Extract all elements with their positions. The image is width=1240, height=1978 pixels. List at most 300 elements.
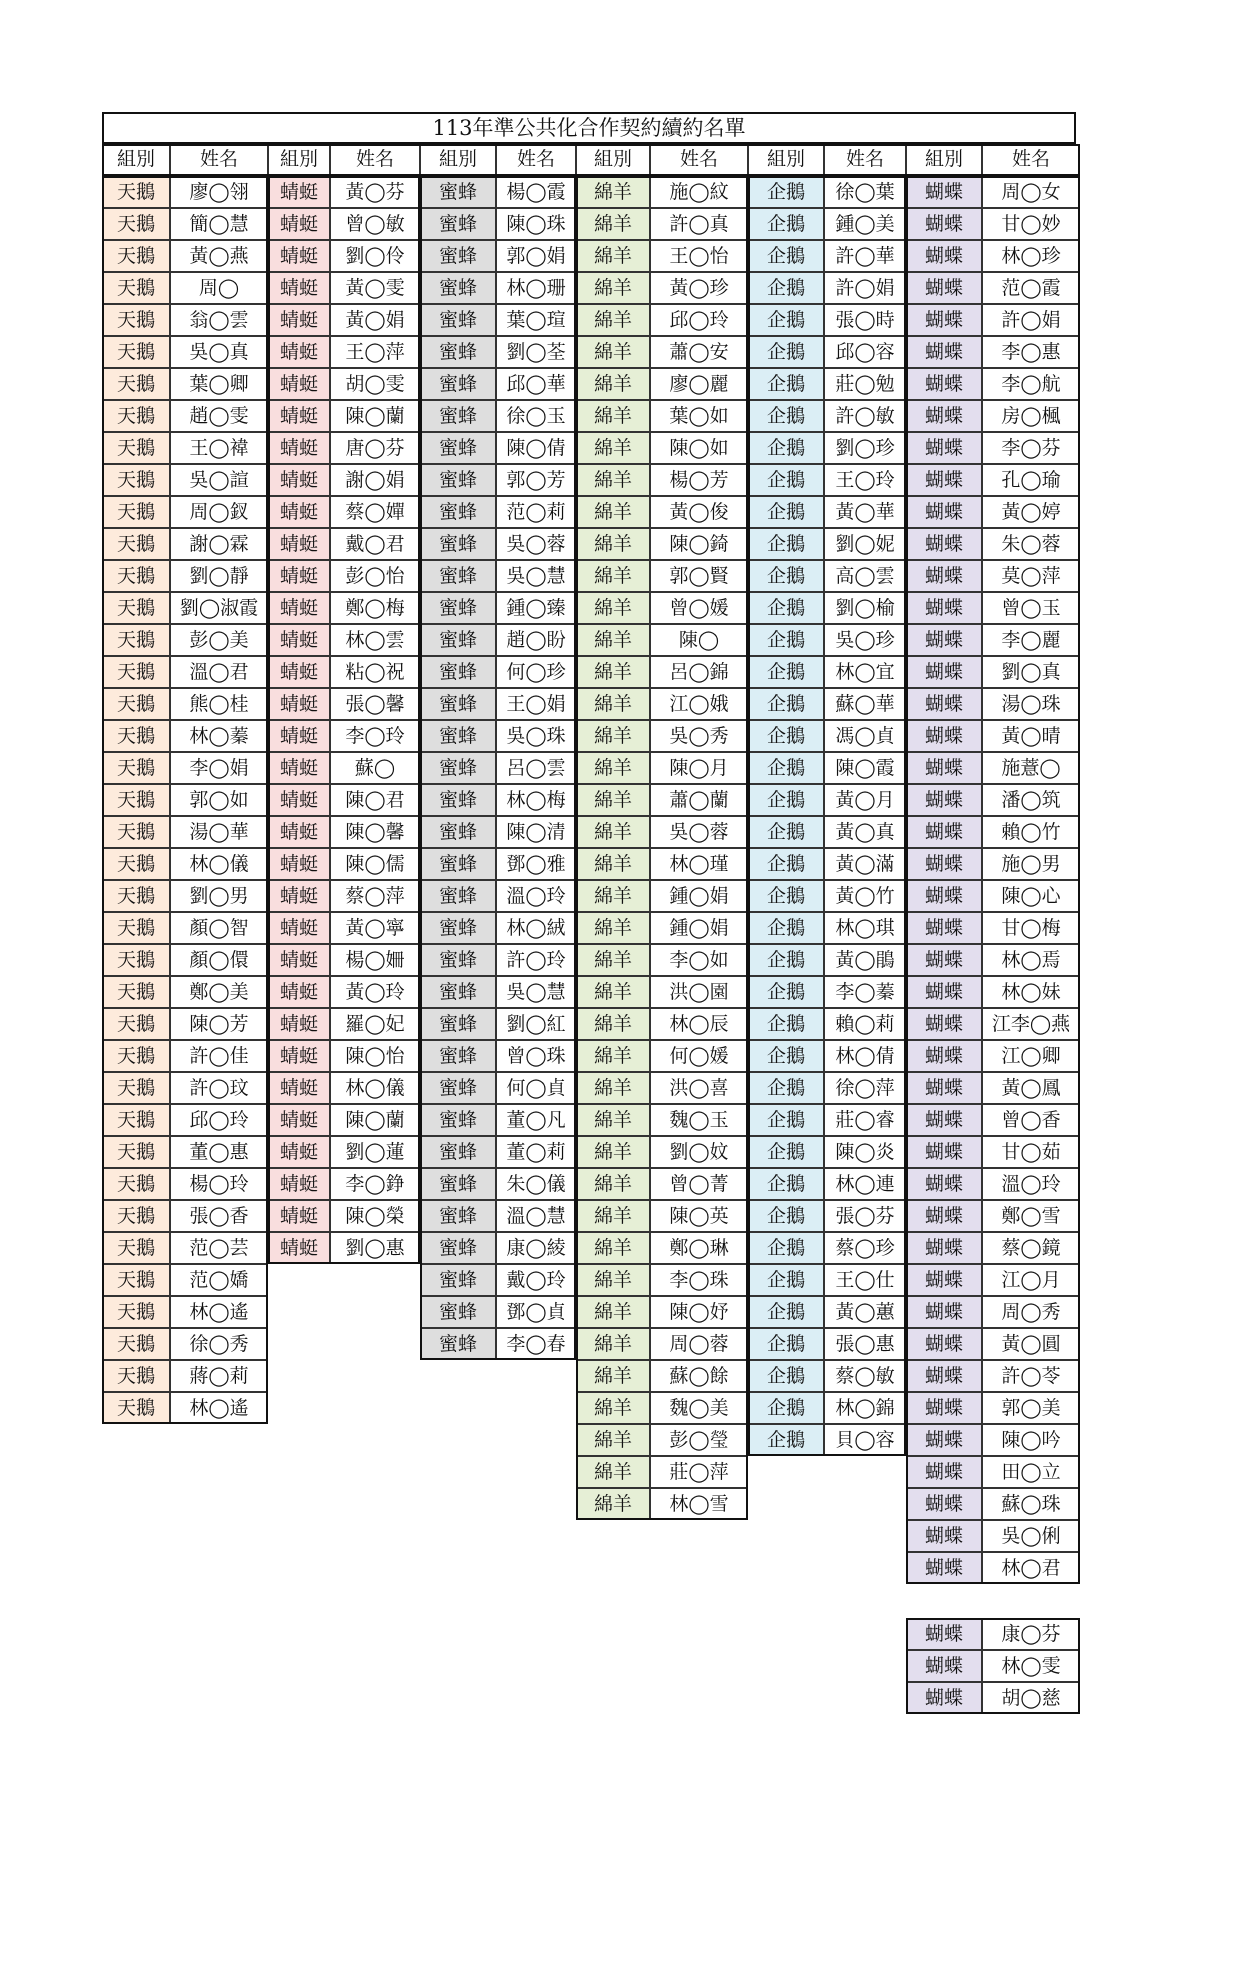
group-cell: 蜜蜂: [420, 1104, 496, 1136]
group-cell: 綿羊: [576, 1200, 650, 1232]
group-cell: 綿羊: [576, 496, 650, 528]
name-cell: 江◯月: [982, 1264, 1080, 1296]
group-cell: 企鵝: [748, 1264, 824, 1296]
name-cell: 黃◯玲: [330, 976, 420, 1008]
group-cell: 綿羊: [576, 880, 650, 912]
group-cell: 蝴蝶: [906, 1168, 982, 1200]
name-cell: 黃◯芬: [330, 176, 420, 208]
name-cell: 劉◯珍: [824, 432, 906, 464]
group-cell: 企鵝: [748, 1200, 824, 1232]
name-cell: 葉◯瑄: [496, 304, 576, 336]
group-cell: 蜜蜂: [420, 336, 496, 368]
header-name: 姓名: [650, 144, 748, 176]
header-name: 姓名: [982, 144, 1080, 176]
name-cell: 張◯惠: [824, 1328, 906, 1360]
group-cell: 蜻蜓: [268, 784, 330, 816]
group-cell: 企鵝: [748, 240, 824, 272]
group-cell: 蜜蜂: [420, 208, 496, 240]
group-cell: 蝴蝶: [906, 1200, 982, 1232]
group-cell: 蝴蝶: [906, 848, 982, 880]
group-cell: 天鵝: [102, 1232, 170, 1264]
group-cell: 企鵝: [748, 1136, 824, 1168]
name-cell: 黃◯鳳: [982, 1072, 1080, 1104]
name-cell: 楊◯霞: [496, 176, 576, 208]
group-cell: 蜜蜂: [420, 1008, 496, 1040]
name-cell: 許◯玲: [496, 944, 576, 976]
name-cell: 胡◯慈: [982, 1682, 1080, 1714]
group-cell: 蜜蜂: [420, 1328, 496, 1360]
name-cell: 簡◯慧: [170, 208, 268, 240]
name-cell: 邱◯容: [824, 336, 906, 368]
name-cell: 林◯儀: [170, 848, 268, 880]
group-cell: 天鵝: [102, 464, 170, 496]
group-cell: 蜻蜓: [268, 592, 330, 624]
name-cell: 劉◯淑霞: [170, 592, 268, 624]
header-group: 組別: [268, 144, 330, 176]
group-cell: 蜻蜓: [268, 1040, 330, 1072]
name-cell: 陳◯芳: [170, 1008, 268, 1040]
group-cell: 企鵝: [748, 1168, 824, 1200]
group-cell: 企鵝: [748, 1008, 824, 1040]
name-cell: 黃◯寧: [330, 912, 420, 944]
name-cell: 林◯梅: [496, 784, 576, 816]
name-cell: 黃◯燕: [170, 240, 268, 272]
group-cell: 蜻蜓: [268, 368, 330, 400]
group-cell: 綿羊: [576, 368, 650, 400]
name-cell: 陳◯炎: [824, 1136, 906, 1168]
name-cell: 吳◯蓉: [496, 528, 576, 560]
name-cell: 鄭◯琳: [650, 1232, 748, 1264]
name-cell: 范◯霞: [982, 272, 1080, 304]
name-cell: 邱◯玲: [170, 1104, 268, 1136]
group-cell: 天鵝: [102, 1264, 170, 1296]
name-cell: 陳◯怡: [330, 1040, 420, 1072]
name-cell: 蔡◯敏: [824, 1360, 906, 1392]
group-cell: 蜜蜂: [420, 1168, 496, 1200]
group-cell: 天鵝: [102, 1072, 170, 1104]
name-cell: 蔡◯萍: [330, 880, 420, 912]
name-cell: 李◯芬: [982, 432, 1080, 464]
name-cell: 陳◯清: [496, 816, 576, 848]
group-cell: 蜜蜂: [420, 1040, 496, 1072]
header-group: 組別: [748, 144, 824, 176]
group-cell: 蜜蜂: [420, 656, 496, 688]
group-cell: 蝴蝶: [906, 1650, 982, 1682]
name-cell: 康◯芬: [982, 1618, 1080, 1650]
name-cell: 陳◯蘭: [330, 400, 420, 432]
name-cell: 甘◯茹: [982, 1136, 1080, 1168]
group-cell: 天鵝: [102, 944, 170, 976]
group-cell: 蜻蜓: [268, 240, 330, 272]
name-cell: 張◯芬: [824, 1200, 906, 1232]
group-cell: 蝴蝶: [906, 1552, 982, 1584]
group-cell: 蜜蜂: [420, 816, 496, 848]
group-cell: 蜜蜂: [420, 624, 496, 656]
group-cell: 蜜蜂: [420, 368, 496, 400]
group-cell: 綿羊: [576, 1008, 650, 1040]
group-cell: 企鵝: [748, 1328, 824, 1360]
name-cell: 賴◯莉: [824, 1008, 906, 1040]
group-cell: 綿羊: [576, 1072, 650, 1104]
name-cell: 黃◯華: [824, 496, 906, 528]
name-cell: 陳◯珠: [496, 208, 576, 240]
name-cell: 林◯遙: [170, 1392, 268, 1424]
group-cell: 綿羊: [576, 1424, 650, 1456]
group-cell: 蜻蜓: [268, 176, 330, 208]
group-cell: 蝴蝶: [906, 1008, 982, 1040]
name-cell: 王◯褘: [170, 432, 268, 464]
name-cell: 郭◯賢: [650, 560, 748, 592]
name-cell: 鄭◯雪: [982, 1200, 1080, 1232]
name-cell: 董◯凡: [496, 1104, 576, 1136]
name-cell: 蔣◯莉: [170, 1360, 268, 1392]
group-cell: 企鵝: [748, 1072, 824, 1104]
group-cell: 綿羊: [576, 208, 650, 240]
group-cell: 蜜蜂: [420, 496, 496, 528]
group-cell: 蜻蜓: [268, 208, 330, 240]
name-cell: 趙◯盼: [496, 624, 576, 656]
group-cell: 蜻蜓: [268, 1232, 330, 1264]
name-cell: 莫◯萍: [982, 560, 1080, 592]
group-cell: 企鵝: [748, 496, 824, 528]
group-cell: 蜻蜓: [268, 400, 330, 432]
group-cell: 蝴蝶: [906, 752, 982, 784]
group-cell: 天鵝: [102, 336, 170, 368]
name-cell: 呂◯錦: [650, 656, 748, 688]
group-cell: 蜻蜓: [268, 880, 330, 912]
name-cell: 林◯倩: [824, 1040, 906, 1072]
group-cell: 天鵝: [102, 208, 170, 240]
name-cell: 林◯雲: [330, 624, 420, 656]
name-cell: 廖◯麗: [650, 368, 748, 400]
name-cell: 李◯麗: [982, 624, 1080, 656]
name-cell: 溫◯慧: [496, 1200, 576, 1232]
name-cell: 陳◯榮: [330, 1200, 420, 1232]
group-cell: 蝴蝶: [906, 1392, 982, 1424]
group-cell: 企鵝: [748, 1424, 824, 1456]
name-cell: 曾◯珠: [496, 1040, 576, 1072]
group-cell: 天鵝: [102, 1104, 170, 1136]
name-cell: 廖◯翎: [170, 176, 268, 208]
name-cell: 潘◯筑: [982, 784, 1080, 816]
group-cell: 綿羊: [576, 1168, 650, 1200]
name-cell: 吳◯慧: [496, 560, 576, 592]
name-cell: 黃◯婷: [982, 496, 1080, 528]
name-cell: 葉◯如: [650, 400, 748, 432]
name-cell: 陳◯妤: [650, 1296, 748, 1328]
group-cell: 綿羊: [576, 272, 650, 304]
name-cell: 魏◯玉: [650, 1104, 748, 1136]
group-cell: 企鵝: [748, 432, 824, 464]
name-cell: 林◯瑾: [650, 848, 748, 880]
group-cell: 天鵝: [102, 752, 170, 784]
header-name: 姓名: [330, 144, 420, 176]
name-cell: 孔◯瑜: [982, 464, 1080, 496]
group-cell: 天鵝: [102, 784, 170, 816]
name-cell: 郭◯美: [982, 1392, 1080, 1424]
group-cell: 企鵝: [748, 944, 824, 976]
name-cell: 洪◯園: [650, 976, 748, 1008]
group-cell: 蜜蜂: [420, 688, 496, 720]
group-cell: 綿羊: [576, 624, 650, 656]
group-cell: 綿羊: [576, 432, 650, 464]
name-cell: 彭◯瑩: [650, 1424, 748, 1456]
group-cell: 蜻蜓: [268, 560, 330, 592]
name-cell: 王◯仕: [824, 1264, 906, 1296]
name-cell: 王◯娟: [496, 688, 576, 720]
group-cell: 蝴蝶: [906, 624, 982, 656]
group-cell: 蜻蜓: [268, 976, 330, 1008]
name-cell: 鄧◯雅: [496, 848, 576, 880]
group-cell: 天鵝: [102, 624, 170, 656]
group-cell: 蝴蝶: [906, 528, 982, 560]
group-cell: 蝴蝶: [906, 1520, 982, 1552]
group-cell: 綿羊: [576, 720, 650, 752]
group-cell: 綿羊: [576, 656, 650, 688]
group-cell: 蜻蜓: [268, 1136, 330, 1168]
name-cell: 楊◯玲: [170, 1168, 268, 1200]
name-cell: 陳◯如: [650, 432, 748, 464]
group-cell: 企鵝: [748, 1040, 824, 1072]
group-cell: 企鵝: [748, 336, 824, 368]
group-cell: 蜻蜓: [268, 816, 330, 848]
group-cell: 蝴蝶: [906, 1296, 982, 1328]
group-cell: 綿羊: [576, 528, 650, 560]
group-cell: 蝴蝶: [906, 656, 982, 688]
group-cell: 企鵝: [748, 592, 824, 624]
name-cell: 戴◯玲: [496, 1264, 576, 1296]
name-cell: 何◯珍: [496, 656, 576, 688]
name-cell: 施薏◯: [982, 752, 1080, 784]
name-cell: 陳◯蘭: [330, 1104, 420, 1136]
name-cell: 李◯蓁: [824, 976, 906, 1008]
group-cell: 蝴蝶: [906, 368, 982, 400]
name-cell: 林◯雯: [982, 1650, 1080, 1682]
group-cell: 蜜蜂: [420, 880, 496, 912]
name-cell: 施◯男: [982, 848, 1080, 880]
group-cell: 蝴蝶: [906, 272, 982, 304]
name-cell: 許◯苓: [982, 1360, 1080, 1392]
name-cell: 范◯莉: [496, 496, 576, 528]
name-cell: 許◯娟: [824, 272, 906, 304]
group-cell: 蝴蝶: [906, 1618, 982, 1650]
name-cell: 林◯遙: [170, 1296, 268, 1328]
group-cell: 企鵝: [748, 560, 824, 592]
group-cell: 蜜蜂: [420, 432, 496, 464]
group-cell: 蜜蜂: [420, 784, 496, 816]
group-cell: 天鵝: [102, 880, 170, 912]
name-cell: 林◯儀: [330, 1072, 420, 1104]
group-cell: 蜜蜂: [420, 1232, 496, 1264]
name-cell: 戴◯君: [330, 528, 420, 560]
name-cell: 陳◯英: [650, 1200, 748, 1232]
group-cell: 蜻蜓: [268, 656, 330, 688]
name-cell: 李◯春: [496, 1328, 576, 1360]
group-cell: 企鵝: [748, 304, 824, 336]
group-cell: 蜻蜓: [268, 752, 330, 784]
group-cell: 企鵝: [748, 1360, 824, 1392]
name-cell: 彭◯怡: [330, 560, 420, 592]
name-cell: 黃◯俊: [650, 496, 748, 528]
group-cell: 蝴蝶: [906, 400, 982, 432]
name-cell: 蘇◯華: [824, 688, 906, 720]
group-cell: 蜜蜂: [420, 1200, 496, 1232]
group-cell: 綿羊: [576, 1488, 650, 1520]
name-cell: 翁◯雲: [170, 304, 268, 336]
group-cell: 蝴蝶: [906, 496, 982, 528]
name-cell: 劉◯靜: [170, 560, 268, 592]
group-cell: 綿羊: [576, 848, 650, 880]
group-cell: 蝴蝶: [906, 1136, 982, 1168]
group-cell: 綿羊: [576, 1328, 650, 1360]
group-cell: 企鵝: [748, 912, 824, 944]
group-cell: 蝴蝶: [906, 432, 982, 464]
group-cell: 企鵝: [748, 752, 824, 784]
group-cell: 天鵝: [102, 560, 170, 592]
name-cell: 湯◯華: [170, 816, 268, 848]
name-cell: 林◯宜: [824, 656, 906, 688]
name-cell: 許◯娟: [982, 304, 1080, 336]
name-cell: 李◯航: [982, 368, 1080, 400]
group-cell: 蜜蜂: [420, 1264, 496, 1296]
name-cell: 溫◯玲: [496, 880, 576, 912]
group-cell: 綿羊: [576, 944, 650, 976]
name-cell: 許◯敏: [824, 400, 906, 432]
group-cell: 企鵝: [748, 656, 824, 688]
group-cell: 蜻蜓: [268, 1104, 330, 1136]
name-cell: 李◯玲: [330, 720, 420, 752]
name-cell: 吳◯慧: [496, 976, 576, 1008]
group-cell: 企鵝: [748, 272, 824, 304]
name-cell: 林◯雪: [650, 1488, 748, 1520]
name-cell: 林◯琪: [824, 912, 906, 944]
name-cell: 徐◯玉: [496, 400, 576, 432]
header-group: 組別: [576, 144, 650, 176]
group-cell: 蜜蜂: [420, 240, 496, 272]
group-cell: 企鵝: [748, 1104, 824, 1136]
group-cell: 綿羊: [576, 1264, 650, 1296]
header-group: 組別: [102, 144, 170, 176]
group-cell: 蜻蜓: [268, 464, 330, 496]
group-cell: 蜜蜂: [420, 464, 496, 496]
name-cell: 劉◯蓮: [330, 1136, 420, 1168]
group-cell: 蜻蜓: [268, 624, 330, 656]
group-cell: 蜻蜓: [268, 1008, 330, 1040]
group-cell: 蝴蝶: [906, 1360, 982, 1392]
name-cell: 張◯馨: [330, 688, 420, 720]
name-cell: 李◯如: [650, 944, 748, 976]
group-cell: 天鵝: [102, 1360, 170, 1392]
group-cell: 綿羊: [576, 560, 650, 592]
name-cell: 黃◯珍: [650, 272, 748, 304]
group-cell: 天鵝: [102, 848, 170, 880]
name-cell: 謝◯霖: [170, 528, 268, 560]
group-cell: 蝴蝶: [906, 208, 982, 240]
group-cell: 蝴蝶: [906, 1328, 982, 1360]
name-cell: 鍾◯美: [824, 208, 906, 240]
group-cell: 綿羊: [576, 1040, 650, 1072]
group-cell: 蜻蜓: [268, 496, 330, 528]
name-cell: 顏◯儇: [170, 944, 268, 976]
group-cell: 蜻蜓: [268, 848, 330, 880]
group-cell: 蜜蜂: [420, 912, 496, 944]
name-cell: 蔡◯鏡: [982, 1232, 1080, 1264]
group-cell: 天鵝: [102, 1040, 170, 1072]
name-cell: 莊◯萍: [650, 1456, 748, 1488]
group-cell: 企鵝: [748, 400, 824, 432]
name-cell: 高◯雲: [824, 560, 906, 592]
name-cell: 吳◯秀: [650, 720, 748, 752]
group-cell: 綿羊: [576, 176, 650, 208]
group-cell: 蜜蜂: [420, 944, 496, 976]
group-cell: 蝴蝶: [906, 176, 982, 208]
name-cell: 彭◯美: [170, 624, 268, 656]
header-name: 姓名: [824, 144, 906, 176]
name-cell: 蕭◯安: [650, 336, 748, 368]
name-cell: 劉◯妮: [824, 528, 906, 560]
group-cell: 蝴蝶: [906, 1232, 982, 1264]
group-cell: 企鵝: [748, 848, 824, 880]
name-cell: 林◯蓁: [170, 720, 268, 752]
group-cell: 蜜蜂: [420, 848, 496, 880]
name-cell: 羅◯妃: [330, 1008, 420, 1040]
name-cell: 胡◯雯: [330, 368, 420, 400]
name-cell: 徐◯秀: [170, 1328, 268, 1360]
name-cell: 張◯時: [824, 304, 906, 336]
group-cell: 蝴蝶: [906, 1456, 982, 1488]
name-cell: 葉◯卿: [170, 368, 268, 400]
name-cell: 王◯萍: [330, 336, 420, 368]
group-cell: 蝴蝶: [906, 336, 982, 368]
name-cell: 劉◯榆: [824, 592, 906, 624]
name-cell: 房◯楓: [982, 400, 1080, 432]
name-cell: 鄭◯美: [170, 976, 268, 1008]
name-cell: 陳◯錡: [650, 528, 748, 560]
name-cell: 江◯卿: [982, 1040, 1080, 1072]
header-name: 姓名: [170, 144, 268, 176]
name-cell: 李◯珠: [650, 1264, 748, 1296]
group-cell: 蜻蜓: [268, 304, 330, 336]
name-cell: 蔡◯嬋: [330, 496, 420, 528]
name-cell: 劉◯伶: [330, 240, 420, 272]
name-cell: 陳◯倩: [496, 432, 576, 464]
name-cell: 許◯玟: [170, 1072, 268, 1104]
name-cell: 黃◯月: [824, 784, 906, 816]
header-group: 組別: [906, 144, 982, 176]
group-cell: 蜜蜂: [420, 528, 496, 560]
group-cell: 企鵝: [748, 1232, 824, 1264]
name-cell: 馮◯貞: [824, 720, 906, 752]
name-cell: 李◯娟: [170, 752, 268, 784]
group-cell: 蝴蝶: [906, 304, 982, 336]
header-name: 姓名: [496, 144, 576, 176]
group-cell: 蝴蝶: [906, 816, 982, 848]
group-cell: 蝴蝶: [906, 592, 982, 624]
name-cell: 江◯娥: [650, 688, 748, 720]
page-title: 113年準公共化合作契約續約名單: [102, 112, 1076, 144]
group-cell: 天鵝: [102, 1168, 170, 1200]
name-cell: 林◯絨: [496, 912, 576, 944]
group-cell: 天鵝: [102, 496, 170, 528]
name-cell: 何◯貞: [496, 1072, 576, 1104]
group-cell: 天鵝: [102, 272, 170, 304]
group-cell: 天鵝: [102, 976, 170, 1008]
group-cell: 蜜蜂: [420, 752, 496, 784]
name-cell: 吳◯諠: [170, 464, 268, 496]
name-cell: 呂◯雲: [496, 752, 576, 784]
name-cell: 賴◯竹: [982, 816, 1080, 848]
group-cell: 企鵝: [748, 1392, 824, 1424]
